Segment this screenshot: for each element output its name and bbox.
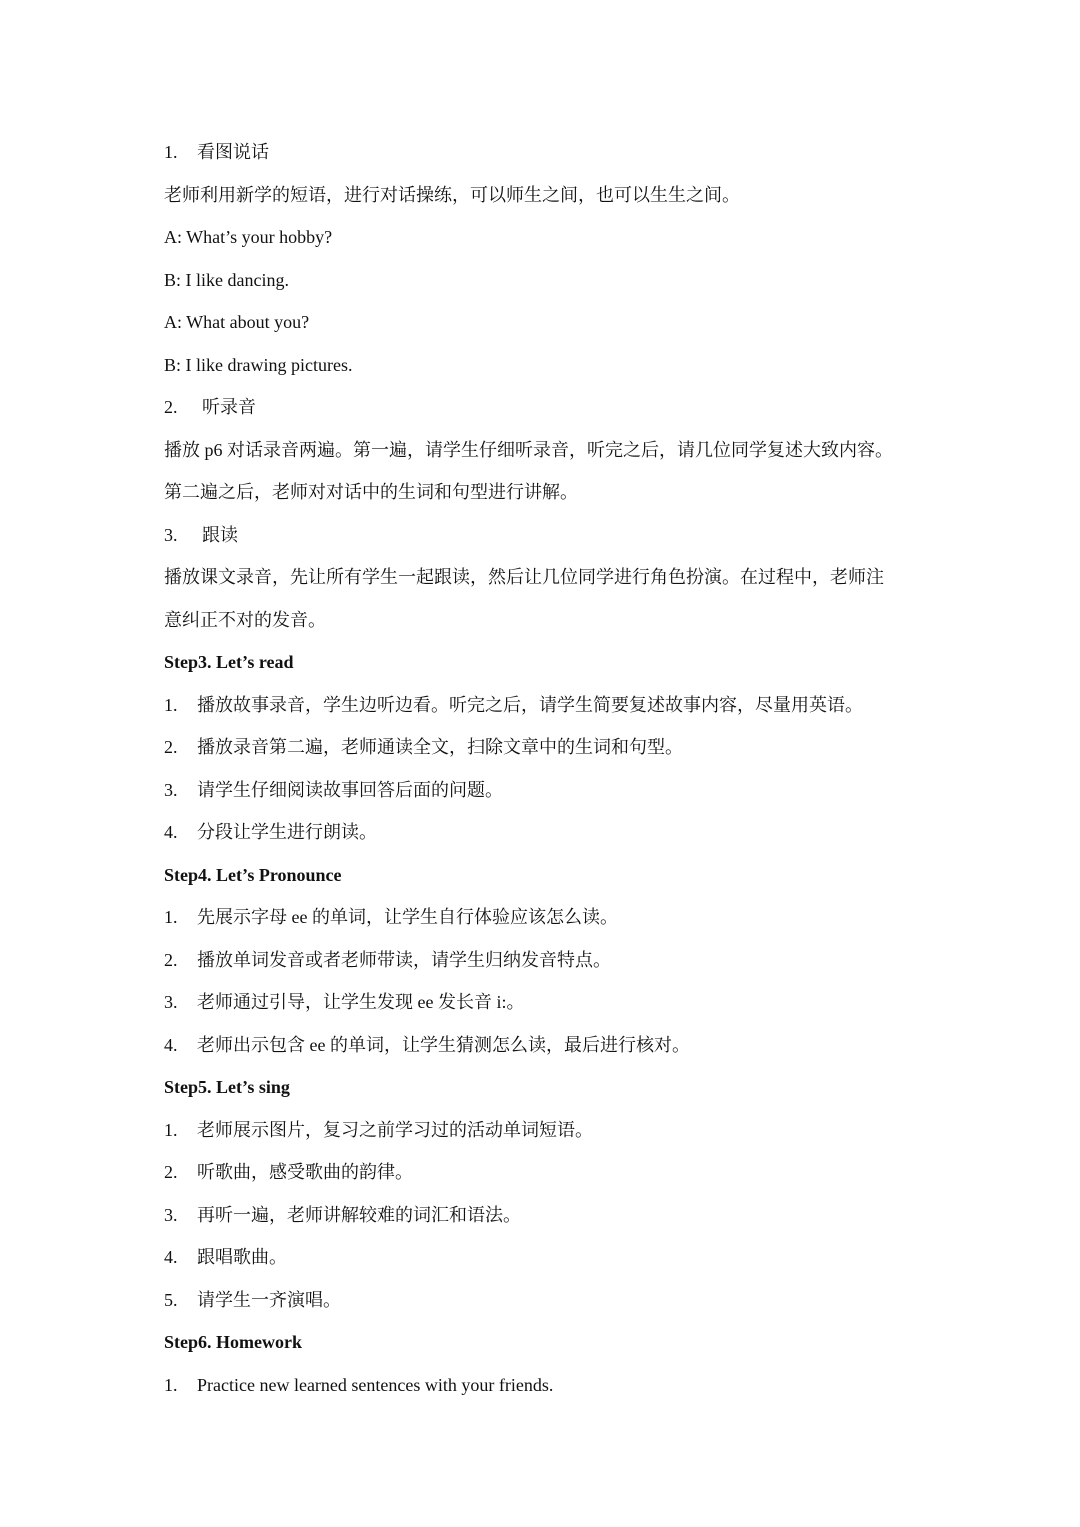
paragraph-line: 播放课文录音，先让所有学生一起跟读，然后让几位同学进行角色扮演。在过程中，老师注 xyxy=(164,567,884,587)
list-item-number: 5. xyxy=(164,1289,178,1310)
list-item xyxy=(164,769,924,812)
document-body xyxy=(164,131,924,1406)
list-item xyxy=(164,684,924,727)
section-heading: Step6. Homework xyxy=(164,1332,302,1352)
list-item-number: 2. xyxy=(164,1162,178,1182)
paragraph-line: B: I like drawing pictures. xyxy=(164,354,353,375)
document-page xyxy=(164,131,924,1406)
section-heading: Step4. Let’s Pronounce xyxy=(164,864,342,885)
paragraph-line: 第二遍之后，老师对对话中的生词和句型进行讲解。 xyxy=(164,482,578,502)
list-item-text: 跟读 xyxy=(202,524,238,545)
list-item-text: 老师展示图片，复习之前学习过的活动单词短语。 xyxy=(197,1119,593,1140)
list-item xyxy=(164,811,924,854)
list-item-text: Practice new learned sentences with your friends. xyxy=(197,1374,554,1395)
list-item-number: 1. xyxy=(164,142,178,162)
list-item-text: 老师通过引导，让学生发现 ee 发长音 i:。 xyxy=(197,992,525,1012)
paragraph-line: A: What about you? xyxy=(164,312,310,332)
list-item-text: 分段让学生进行朗读。 xyxy=(197,822,377,842)
list-item-text: 听录音 xyxy=(202,397,256,417)
list-item xyxy=(164,896,924,939)
list-item-number: 4. xyxy=(164,1247,178,1267)
list-item xyxy=(164,386,924,429)
list-item-number: 1. xyxy=(164,1374,178,1395)
paragraph-line: 老师利用新学的短语，进行对话操练，可以师生之间，也可以生生之间。 xyxy=(164,184,740,205)
paragraph-line: A: What’s your hobby? xyxy=(164,227,333,247)
list-item-text: 先展示字母 ee 的单词，让学生自行体验应该怎么读。 xyxy=(197,907,618,927)
list-item-number: 3. xyxy=(164,779,178,800)
list-item-number: 1. xyxy=(164,694,178,715)
list-item-text: 播放单词发音或者老师带读，请学生归纳发音特点。 xyxy=(197,949,611,970)
list-item-text: 播放录音第二遍，老师通读全文，扫除文章中的生词和句型。 xyxy=(197,737,683,757)
list-item xyxy=(164,1279,924,1322)
list-item-text: 请学生仔细阅读故事回答后面的问题。 xyxy=(197,779,503,800)
list-item-text: 听歌曲，感受歌曲的韵律。 xyxy=(197,1162,413,1182)
list-item-number: 2. xyxy=(164,949,178,970)
list-item xyxy=(164,939,924,982)
section-heading: Step3. Let’s read xyxy=(164,652,294,672)
paragraph-line: 播放 p6 对话录音两遍。第一遍，请学生仔细听录音，听完之后，请几位同学复述大致内容。 xyxy=(164,439,893,460)
list-item-number: 3. xyxy=(164,1204,178,1225)
list-item-number: 4. xyxy=(164,822,178,842)
list-item xyxy=(164,1236,924,1279)
list-item-number: 1. xyxy=(164,1119,178,1140)
list-item-text: 老师出示包含 ee 的单词，让学生猜测怎么读，最后进行核对。 xyxy=(197,1034,690,1055)
paragraph-line: B: I like dancing. xyxy=(164,269,289,290)
list-item xyxy=(164,514,924,557)
section-heading: Step5. Let’s sing xyxy=(164,1077,290,1097)
list-item-number: 2. xyxy=(164,397,178,417)
list-item-number: 2. xyxy=(164,737,178,757)
list-item-text: 跟唱歌曲。 xyxy=(197,1247,287,1267)
list-item-text: 看图说话 xyxy=(197,142,269,162)
list-item xyxy=(164,726,924,769)
list-item-text: 请学生一齐演唱。 xyxy=(197,1289,341,1310)
list-item xyxy=(164,1109,924,1152)
list-item-number: 3. xyxy=(164,524,178,545)
list-item xyxy=(164,1151,924,1194)
list-item-number: 1. xyxy=(164,907,178,927)
list-item xyxy=(164,1194,924,1237)
list-item xyxy=(164,1364,924,1407)
list-item xyxy=(164,981,924,1024)
list-item xyxy=(164,1024,924,1067)
list-item-text: 再听一遍，老师讲解较难的词汇和语法。 xyxy=(197,1204,521,1225)
list-item-text: 播放故事录音，学生边听边看。听完之后，请学生简要复述故事内容，尽量用英语。 xyxy=(197,694,863,715)
list-item xyxy=(164,131,924,174)
list-item-number: 3. xyxy=(164,992,178,1012)
list-item-number: 4. xyxy=(164,1034,178,1055)
paragraph-line: 意纠正不对的发音。 xyxy=(164,609,326,630)
